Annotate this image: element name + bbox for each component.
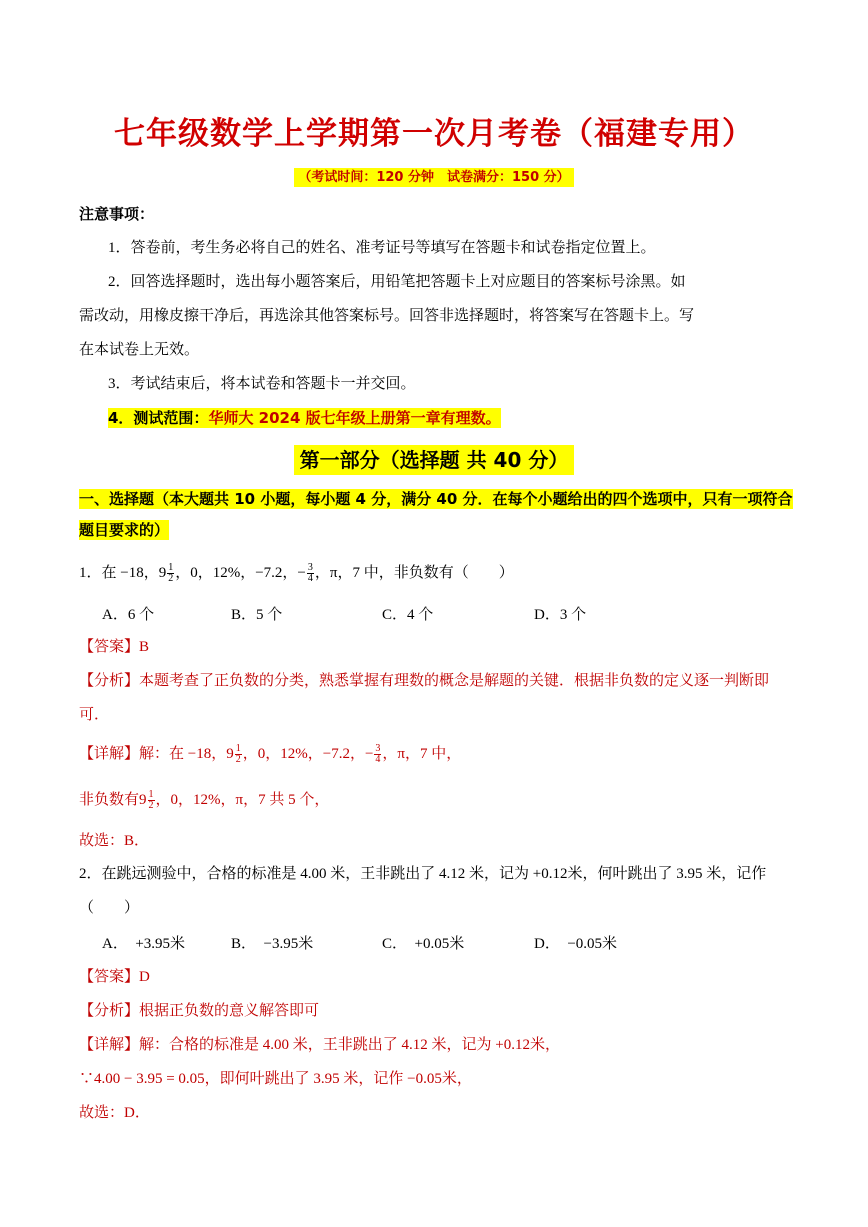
notice-item-4-prefix: 4．测试范围： (108, 409, 209, 427)
detail-part-b: ，0，12%，−7.2，− (242, 746, 374, 762)
q1-stem-part-c: ，π，7 中，非负数有（ ） (314, 565, 514, 581)
notice-item-4-range: 华师大 2024 版七年级上册第一章有理数。 (208, 409, 501, 427)
detail-tag: 【详解】 (79, 746, 140, 762)
frac-den: 2 (168, 573, 174, 585)
q1-analysis-line-1 (79, 671, 769, 691)
exam-info-text: （考试时间：120 分钟 试卷满分：150 分） (294, 168, 573, 187)
notice-item-1: 1．答卷前，考生务必将自己的姓名、准考证号等填写在答题卡和试卷指定位置上。 (108, 240, 656, 256)
detail-part-a: 解：在 −18，9 (139, 746, 234, 762)
answer-value: D (139, 969, 150, 985)
fraction-three-quarters (307, 563, 314, 584)
frac-den: 2 (148, 800, 154, 812)
q1-detail-line-1 (79, 744, 461, 765)
q2-option-c: C． +0.05米 (382, 936, 465, 952)
frac-den: 4 (307, 573, 313, 585)
notice-item-3: 3．考试结束后，将本试卷和答题卡一并交回。 (108, 376, 416, 392)
notice-item-2-line-1: 2．回答选择题时，选出每小题答案后，用铅笔把答题卡上对应题目的答案标号涂黑。如 (108, 274, 686, 290)
q1-answer (79, 637, 149, 657)
frac-den: 4 (375, 754, 381, 766)
q1-option-b: B．5 个 (231, 607, 283, 623)
question-2-stem-line-2: （ ） (79, 900, 140, 916)
q2-detail-line-1 (79, 1035, 560, 1055)
detail-tag: 【详解】 (79, 1037, 140, 1053)
analysis-text: 根据正负数的意义解答即可 (139, 1003, 320, 1019)
q2-detail-line-2: ∵4.00 − 3.95 = 0.05，即何叶跳出了 3.95 米，记作 −0.05米， (79, 1071, 472, 1087)
section-instruction-line-1: 一、选择题（本大题共 10 小题，每小题 4 分，满分 40 分．在每个小题给出的四个选项中，只有一项符合 (79, 490, 793, 508)
section-title (0, 444, 868, 473)
q1-analysis-line-2: 可． (79, 707, 110, 723)
section-instruction-line-2: 题目要求的） (79, 521, 170, 539)
frac-num: 1 (148, 789, 154, 801)
q1-stem-part-b: ，0，12%，−7.2，− (175, 565, 306, 581)
fraction-three-quarters (374, 744, 381, 765)
notice-heading: 注意事项： (79, 205, 155, 223)
section-title-text: 第一部分（选择题 共 40 分） (294, 445, 575, 475)
q2-conclusion: 故选：D． (79, 1105, 150, 1121)
analysis-tag: 【分析】 (79, 1003, 140, 1019)
detail-part-c: ，π，7 中， (382, 746, 462, 762)
frac-num: 3 (307, 562, 313, 574)
q1-option-d: D．3 个 (534, 607, 587, 623)
notice-item-4 (108, 408, 501, 428)
notice-item-2-line-3: 在本试卷上无效。 (79, 342, 200, 358)
q1-option-a: A．6 个 (102, 607, 155, 623)
notice-item-2-line-2: 需改动，用橡皮擦干净后，再选涂其他答案标号。回答非选择题时，将答案写在答题卡上。写 (79, 308, 695, 324)
detail2-part-b: ，0，12%，π，7 共 5 个， (155, 792, 330, 808)
exam-info (0, 166, 868, 186)
question-2-stem-line-1: 2．在跳远测验中，合格的标准是 4.00 米，王非跳出了 4.12 米，记为 +0.12米，何叶跳出了 3.95 米，记作 (79, 866, 767, 882)
answer-value: B (139, 639, 150, 655)
frac-num: 3 (375, 743, 381, 755)
detail2-part-a: 非负数有9 (79, 792, 147, 808)
frac-num: 1 (168, 562, 174, 574)
q2-option-a: A． +3.95米 (102, 936, 186, 952)
q1-conclusion: 故选：B． (79, 833, 150, 849)
fraction-one-half (235, 744, 242, 765)
answer-tag: 【答案】 (79, 639, 140, 655)
question-1-stem (79, 563, 514, 584)
q2-option-b: B． −3.95米 (231, 936, 314, 952)
fraction-one-half (167, 563, 174, 584)
q1-option-c: C．4 个 (382, 607, 434, 623)
frac-den: 2 (235, 754, 241, 766)
q1-stem-part-a: 1．在 −18，9 (79, 565, 167, 581)
q2-analysis (79, 1001, 319, 1021)
fraction-one-half (148, 790, 155, 811)
q2-option-d: D． −0.05米 (534, 936, 618, 952)
frac-num: 1 (235, 743, 241, 755)
q2-answer (79, 967, 150, 987)
page-title: 七年级数学上学期第一次月考卷（福建专用） (114, 116, 754, 152)
analysis-tag: 【分析】 (79, 673, 140, 689)
analysis-text: 本题考查了正负数的分类，熟悉掌握有理数的概念是解题的关键．根据非负数的定义逐一判断即 (139, 673, 770, 689)
answer-tag: 【答案】 (79, 969, 140, 985)
q1-detail-line-2 (79, 790, 329, 811)
detail-text: 解：合格的标准是 4.00 米，王非跳出了 4.12 米，记为 +0.12米， (139, 1037, 560, 1053)
